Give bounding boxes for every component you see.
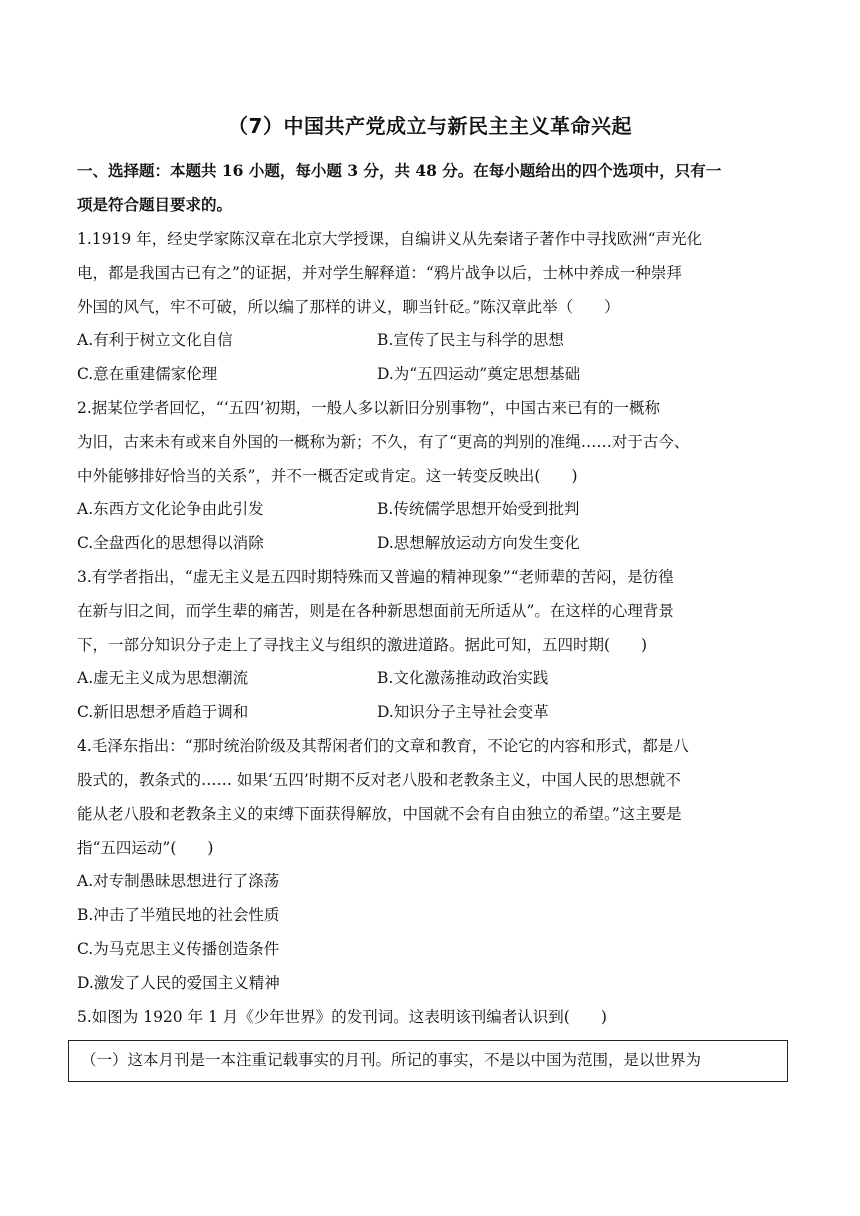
q3-option-d: D.知识分子主导社会变革: [377, 703, 549, 721]
q2-option-c: C.全盘西化的思想得以消除: [77, 534, 264, 552]
q1-option-d: D.为“五四运动”奠定思想基础: [377, 365, 581, 383]
q2-option-b: B.传统儒学思想开始受到批判: [377, 500, 580, 518]
q5-quote-text: （一）这本月刊是一本注重记载事实的月刊。所记的事实，不是以中国为范围，是以世界为: [81, 1051, 702, 1069]
q1-stem-line-1: 1.1919 年，经史学家陈汉章在北京大学授课，自编讲义从先秦诸子著作中寻找欧洲“声光化: [77, 230, 703, 248]
q4-option-d: D.激发了人民的爱国主义精神: [77, 974, 280, 992]
q1-option-c: C.意在重建儒家伦理: [77, 365, 218, 383]
q4-stem-line-4: 指“五四运动”( ): [77, 839, 214, 857]
section-header-line-2: 项是符合题目要求的。: [77, 195, 233, 214]
q2-stem-line-2: 为旧，古来未有或来自外国的一概称为新；不久，有了“更高的判别的准绳……对于古今、: [77, 433, 690, 451]
q1-stem-line-2: 电，都是我国古已有之”的证据，并对学生解释道：“鸦片战争以后，士林中养成一种崇拜: [77, 264, 682, 282]
q5-quote-box: [68, 1040, 788, 1082]
q1-option-a: A.有利于树立文化自信: [77, 331, 233, 349]
q3-stem-line-3: 下，一部分知识分子走上了寻找主义与组织的激进道路。据此可知，五四时期( ): [77, 636, 648, 654]
section-header-line-1: 一、选择题：本题共 16 小题，每小题 3 分，共 48 分。在每小题给出的四个选项中，只有一: [77, 161, 722, 180]
q4-stem-line-2: 股式的，教条式的…… 如果‘五四’时期不反对老八股和老教条主义，中国人民的思想就不: [77, 771, 681, 789]
q4-option-a: A.对专制愚昧思想进行了涤荡: [77, 872, 280, 890]
q4-stem-line-3: 能从老八股和老教条主义的束缚下面获得解放，中国就不会有自由独立的希望。”这主要是: [77, 805, 682, 823]
q2-stem-line-3: 中外能够排好恰当的关系”，并不一概否定或肯定。这一转变反映出( ): [77, 467, 578, 485]
q3-option-a: A.虚无主义成为思想潮流: [77, 669, 249, 687]
q3-option-c: C.新旧思想矛盾趋于调和: [77, 703, 249, 721]
q4-option-c: C.为马克思主义传播创造条件: [77, 940, 280, 958]
page-title: （7）中国共产党成立与新民主主义革命兴起: [228, 114, 632, 138]
q2-stem-line-1: 2.据某位学者回忆，“‘五四’初期，一般人多以新旧分别事物”，中国古来已有的一概称: [77, 399, 660, 417]
q3-option-b: B.文化激荡推动政治实践: [377, 669, 549, 687]
q4-stem-line-1: 4.毛泽东指出：“那时统治阶级及其帮闲者们的文章和教育，不论它的内容和形式，都是八: [77, 737, 689, 755]
q3-stem-line-1: 3.有学者指出，“虚无主义是五四时期特殊而又普遍的精神现象”“老师辈的苦闷，是彷徨: [77, 568, 674, 586]
q2-option-d: D.思想解放运动方向发生变化: [377, 534, 580, 552]
q4-option-b: B.冲击了半殖民地的社会性质: [77, 906, 280, 924]
q2-option-a: A.东西方文化论争由此引发: [77, 500, 264, 518]
q3-stem-line-2: 在新与旧之间，而学生辈的痛苦，则是在各种新思想面前无所适从”。在这样的心理背景: [77, 602, 674, 620]
q5-stem-line-1: 5.如图为 1920 年 1 月《少年世界》的发刊词。这表明该刊编者认识到( ): [77, 1008, 607, 1026]
q1-stem-line-3: 外国的风气，牢不可破，所以编了那样的讲义，聊当针砭。”陈汉章此举（ ）: [77, 298, 620, 316]
q1-option-b: B.宣传了民主与科学的思想: [377, 331, 564, 349]
